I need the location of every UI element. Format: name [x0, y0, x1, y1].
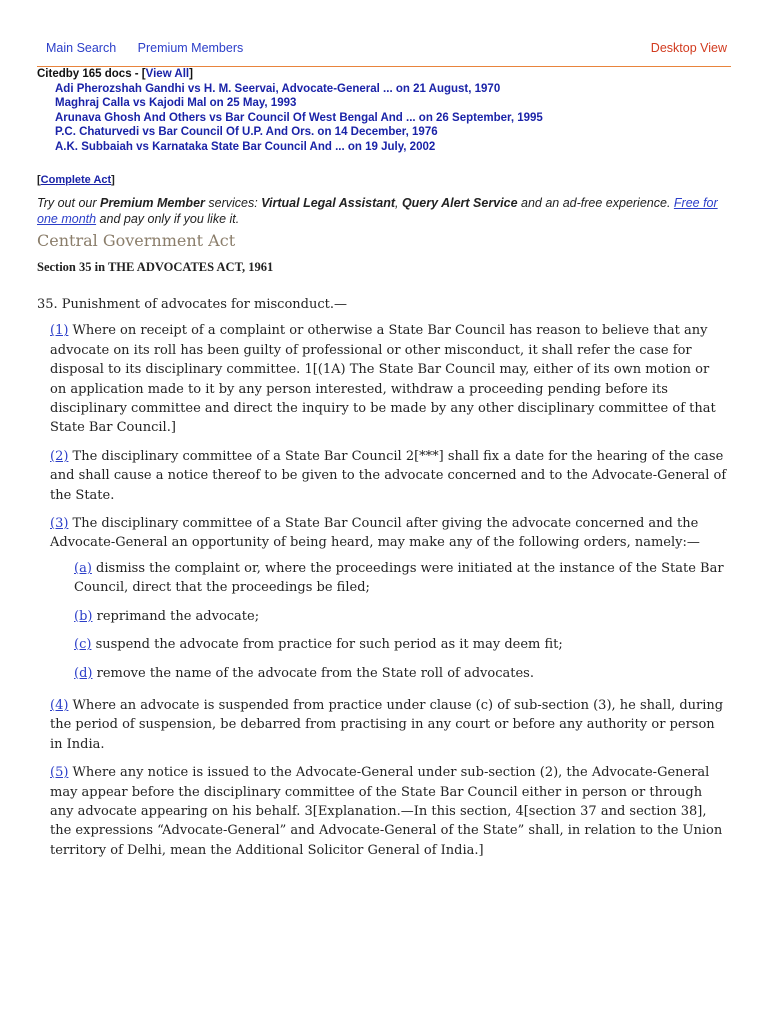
paragraph-4	[50, 696, 729, 754]
subclause-link[interactable]: (b)	[74, 608, 93, 624]
para-text: Where any notice is issued to the Advocate-General under sub-section (2), the Advocate-General may appear before the disciplinary committee of the State Bar Council either in person or through any advocate appearing on his behalf. 3[Explanation.—In this section, 4[section 37 and section 38], the expressions “Advocate-General” and Advocate-General of the State” shall, in relation to the Union territory of Delhi, mean the Additional Solicitor General of India.]	[50, 765, 723, 858]
para-number-link[interactable]: (4)	[50, 697, 69, 713]
citedby-item[interactable]: P.C. Chaturvedi vs Bar Council Of U.P. And Ors. on 14 December, 1976	[55, 126, 438, 138]
subclause-d	[74, 664, 729, 683]
section-title: Section 35 in THE ADVOCATES ACT, 1961	[37, 260, 274, 274]
desktop-view-link[interactable]: Desktop View	[650, 41, 727, 55]
para-text: Where an advocate is suspended from practice under clause (c) of sub-section (3), he shall, during the period of suspension, be debarred from practising in any court or before any authority or person in India.	[50, 697, 724, 752]
promo-text: services:	[204, 196, 262, 210]
promo-query-alert: Query Alert Service	[401, 196, 518, 210]
top-nav	[37, 36, 731, 67]
citedby-list	[37, 82, 543, 155]
main-search-link[interactable]: Main Search	[46, 41, 117, 55]
view-all-link[interactable]: View All	[145, 68, 190, 80]
para-number-link[interactable]: (1)	[50, 323, 69, 339]
para-text: The disciplinary committee of a State Bar Council after giving the advocate concerned and the Advocate-General an opportunity of being heard, may make any of the following orders, namely:—	[50, 516, 700, 551]
citedby-item[interactable]: Arunava Ghosh And Others vs Bar Council Of West Bengal And ... on 26 September, 1995	[55, 111, 543, 124]
subclause-text: remove the name of the advocate from the State roll of advocates.	[92, 665, 534, 681]
complete-act-close: ]	[111, 174, 115, 186]
promo-text: Try out our	[37, 196, 100, 210]
free-trial-link[interactable]: Free for one month	[37, 196, 718, 226]
premium-promo	[37, 195, 737, 227]
promo-premium-member: Premium Member	[99, 196, 205, 210]
paragraph-2	[50, 447, 729, 505]
promo-text: and an ad-free experience.	[517, 196, 674, 210]
citedby-header	[37, 67, 543, 82]
act-category: Central Government Act	[37, 231, 236, 250]
section-body	[37, 295, 729, 869]
subclause-text: suspend the advocate from practice for such period as it may deem fit;	[91, 637, 563, 653]
premium-members-link[interactable]: Premium Members	[137, 41, 244, 55]
citedby-item[interactable]: Maghraj Calla vs Kajodi Mal on 25 May, 1993	[55, 97, 297, 109]
subclause-b	[74, 607, 729, 626]
subclause-link[interactable]: (c)	[74, 637, 92, 653]
subclause-link[interactable]: (d)	[74, 665, 93, 681]
subclause-text: reprimand the advocate;	[92, 608, 260, 624]
section-heading: 35. Punishment of advocates for misconduct.—	[37, 297, 347, 312]
subclause-c	[74, 635, 729, 654]
para-number-link[interactable]: (3)	[50, 516, 69, 532]
para-number-link[interactable]: (5)	[50, 765, 69, 781]
complete-act-open: [	[37, 174, 41, 186]
promo-virtual-legal-assistant: Virtual Legal Assistant	[261, 196, 395, 210]
subclause-text: dismiss the complaint or, where the proceedings were initiated at the instance of the State Bar Council, direct that the proceedings be filed;	[74, 560, 724, 596]
para-number-link[interactable]: (2)	[50, 448, 69, 464]
complete-act-link[interactable]: Complete Act	[40, 174, 112, 186]
promo-text: ,	[395, 196, 402, 210]
paragraph-3	[50, 514, 729, 553]
citedby-item[interactable]: A.K. Subbaiah vs Karnataka State Bar Council And ... on 19 July, 2002	[55, 140, 436, 153]
para-text: Where on receipt of a complaint or otherwise a State Bar Council has reason to believe that any advocate on its roll has been guilty of professional or other misconduct, it shall refer the case for disposal to its disciplinary committee. 1[(1A) The State Bar Council may, either of its own motion or on application made to it by any person interested, withdraw a proceeding pending before its disciplinary committee and direct the inquiry to be made by any other disciplinary committee of that State Bar Council.]	[50, 323, 716, 436]
citedby-label: Citedby 165 docs - [	[37, 68, 146, 80]
paragraph-5	[50, 763, 729, 860]
subclause-link[interactable]: (a)	[74, 560, 92, 576]
subclause-a	[74, 559, 729, 598]
promo-text: and pay only if you like it.	[96, 212, 240, 226]
paragraph-1	[50, 321, 729, 437]
citedby-item[interactable]: Adi Pherozshah Gandhi vs H. M. Seervai, Advocate-General ... on 21 August, 1970	[55, 82, 501, 95]
complete-act	[37, 174, 115, 186]
citedby-close: ]	[189, 68, 193, 80]
citedby-block	[37, 67, 543, 154]
para-text: The disciplinary committee of a State Bar Council 2[***] shall fix a date for the hearing of the case and shall cause a notice thereof to be given to the advocate concerned and to the Advocate-General of the State.	[50, 448, 727, 503]
nav-links	[46, 41, 261, 55]
